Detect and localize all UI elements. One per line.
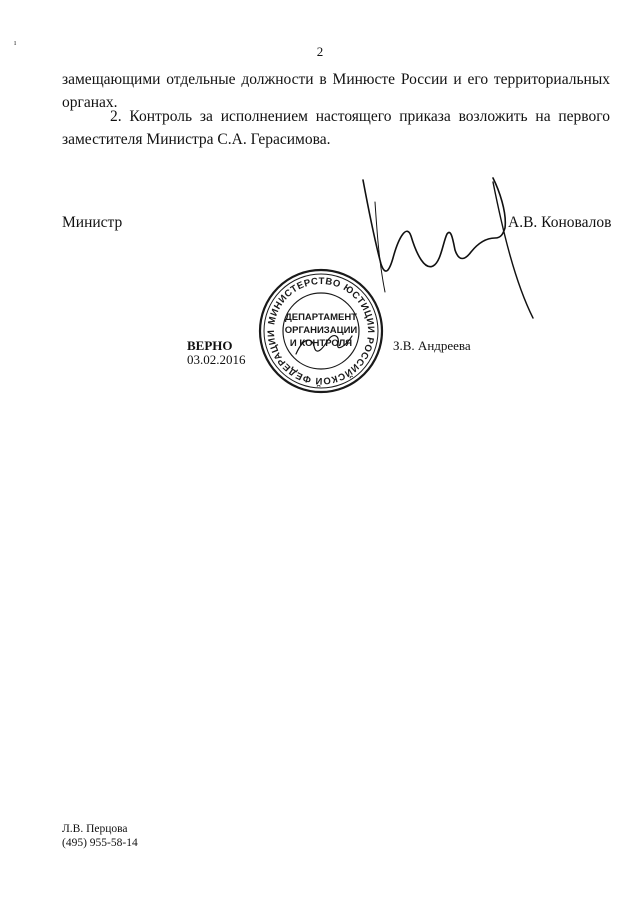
page-number: 2 [316,44,324,59]
paragraph-continuation: замещающими отдельные должности в Минюсте России и его территориальных органах. [62,71,610,111]
signatory-name: А.В. Коновалов [508,214,612,231]
signatory-title: Министр [62,214,123,231]
executor-name: Л.В. Перцова [62,823,128,835]
official-seal [256,266,386,396]
paragraph-item-2: 2. Контроль за исполнением настоящего приказа возложить на первого заместителя Министра С.А. Герасимова. [62,108,610,148]
seal-line-3: И КОНТРОЛЯ [289,338,353,349]
certifier-name: З.В. Андреева [393,338,471,353]
margin-mark: ı [14,38,17,47]
verified-label: ВЕРНО [187,338,233,353]
seal-ring-text: МИНИСТЕРСТВО ЮСТИЦИИ РОССИЙСКОЙ ФЕДЕРАЦИИ [265,275,377,387]
seal-line-1: ДЕПАРТАМЕНТ [285,312,357,323]
seal-line-2: ОРГАНИЗАЦИИ [284,325,358,336]
verified-date: 03.02.2016 [187,352,246,367]
executor-block [62,822,138,850]
executor-phone: (495) 955-58-14 [62,837,138,849]
